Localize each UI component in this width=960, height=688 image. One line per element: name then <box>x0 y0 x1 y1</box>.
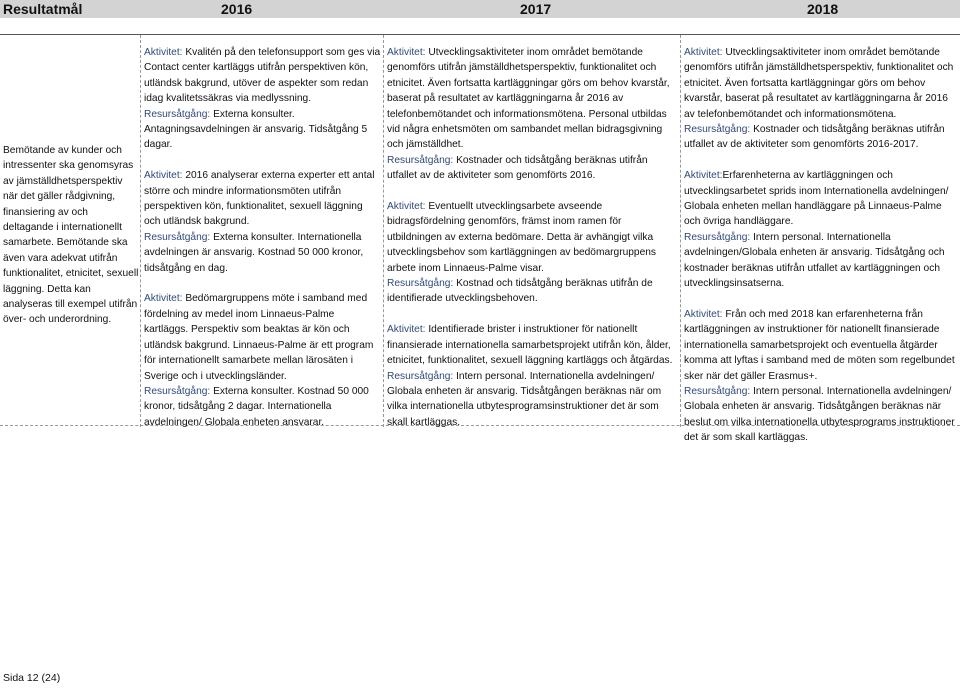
resource-label: Resursåtgång: <box>684 385 751 397</box>
resource-2018-3: Resursåtgång: Intern personal. Internationella avdelningen/ Globala enheten är ansvarig. Tidsåtgången beräknas när beslut om vilka internationella utbytesprograms instruktioner det är som skall kartläggas. <box>684 385 955 444</box>
resource-2018-1: Resursåtgång: Kostnader och tidsåtgång beräknas utifrån utfallet av de aktiviteter som genomförts 2016-2017. <box>684 124 945 151</box>
goal-column <box>0 35 140 427</box>
resource-label: Resursåtgång: <box>144 108 211 120</box>
resource-label: Resursåtgång: <box>144 231 211 243</box>
resource-label: Resursåtgång: <box>144 385 211 397</box>
activity-2016-3: Aktivitet: Bedömargruppens möte i samband med fördelning av medel inom Linnaeus-Palme kartläggs. Perspektiv som beaktas är kön och utländsk bakgrund. Linnaeus-Palme är ett program för internationellt samarbete mellan lärosäten i Sverige och i utvecklingsländer. <box>144 293 374 382</box>
resource-label: Resursåtgång: <box>684 124 751 136</box>
activity-2018-1: Aktivitet: Utvecklingsaktiviteter inom området bemötande genomförs utifrån jämställdhetsperspektiv, funktionalitet och etnicitet. Även fortsatta kartläggningar görs om behov kvarstår, baserat på resultatet av kartläggningarna år 2016 av telefonbemötandet och informationsmötena. <box>684 47 954 120</box>
activity-label: Aktivitet: <box>387 324 426 336</box>
header-resultatmal: Resultatmål <box>3 1 83 17</box>
resource-2016-3: Resursåtgång: Externa konsulter. Kostnad 50 000 kronor, tidsåtgång 2 dagar. Internationella avdelningen/ Globala enheten ansvarar. <box>144 385 369 428</box>
activity-label: Aktivitet: <box>144 47 183 58</box>
activity-2016-2: Aktivitet: 2016 analyserar externa experter ett antal större och mindre informationsmöten utifrån perspektiven kön, funktionalitet, sexuell läggning och utländsk bakgrund. <box>144 170 375 228</box>
activity-label: Aktivitet: <box>387 201 426 213</box>
resource-2017-1: Resursåtgång: Kostnader och tidsåtgång beräknas utifrån utfallet av de aktiviteter som genomförts 2016. <box>387 154 648 182</box>
activity-2018-2: Aktivitet:Erfarenheterna av kartläggningen och utvecklingsarbetet sprids inom Internationella avdelningen/ Globala enheten mellan handläggare på Linnaeus-Palme och övriga handläggare. <box>684 170 949 228</box>
goal-text: Bemötande av kunder och intressenter ska genomsyras av jämställdhetsperspektiv när det gäller rådgivning, finansiering av och deltagande i internationellt samarbete. Bemötande ska även vara adekvat utifrån funktionalitet, etnicitet, sexuell läggning. Detta kan analyseras till exempel utifrån över- och underordning. <box>3 145 139 326</box>
activity-2017-1: Aktivitet: Utvecklingsaktiviteter inom området bemötande genomförs utifrån jämställdhetsperspektiv, funktionalitet och etnicitet. Även fortsatta kartläggningar görs om behov kvarstår, baserat på resultatet av kartläggningarna år 2016 av telefonbemötandet och informationsmötena. Personal utbildas vid några enhetsmöten om sambandet mellan bidragsgivning och jämställdhet. <box>387 47 670 151</box>
activity-label: Aktivitet: <box>684 170 723 182</box>
activity-label: Aktivitet: <box>387 47 426 58</box>
resource-2018-2: Resursåtgång: Intern personal. Internationella avdelningen/Globala enheten är ansvarig. Tidsåtgång och kostnader beräknas utifrån utfallet av kartläggningen och utvecklingsinsatserna. <box>684 231 945 290</box>
page-number: Sida 12 (24) <box>3 672 61 684</box>
activity-label: Aktivitet: <box>144 293 183 305</box>
column-2016 <box>140 35 383 427</box>
activity-2016-1: Aktivitet: Kvalitén på den telefonsupport som ges via Contact center kartläggs utifrån perspektiven kön, utländsk bakgrund, utöver de aspekter som redan idag kvalitetssäkras via medlyssning. <box>144 47 381 105</box>
activity-2017-2: Aktivitet: Eventuellt utvecklingsarbete avseende bidragsfördelning genomförs, främst inom ramen för utbildningen av externa bedömare. Detta är avhängigt vilka utvecklingsbehov som kartläggningen av bedömargruppens arbete inom Linnaeus-Palme visar. <box>387 201 657 274</box>
activity-2018-3: Aktivitet: Från och med 2018 kan erfarenheterna från kartläggningen av instruktioner för nationellt finansierade internationella samarbetsprojekt och eventuella åtgärder komma att lyftas i samband med de möten som regelbundet sker när det gäller Erasmus+. <box>684 308 955 382</box>
resource-2016-1: Resursåtgång: Externa konsulter. Antagningsavdelningen är ansvarig. Tidsåtgång 5 dagar. <box>144 108 368 151</box>
activity-label: Aktivitet: <box>684 308 723 320</box>
resource-label: Resursåtgång: <box>684 231 751 243</box>
column-2017 <box>383 35 680 427</box>
resource-2017-2: Resursåtgång: Kostnad och tidsåtgång beräknas utifrån de identifierade utvecklingsbehoven. <box>387 278 653 305</box>
resource-label: Resursåtgång: <box>387 154 454 166</box>
header-2017: 2017 <box>520 1 552 17</box>
activity-label: Aktivitet: <box>144 170 183 182</box>
activity-label: Aktivitet: <box>684 47 723 58</box>
header-2018: 2018 <box>807 1 839 17</box>
column-2018 <box>680 35 960 444</box>
header-2016: 2016 <box>221 1 253 17</box>
resource-2017-3: Resursåtgång: Intern personal. Internationella avdelningen/ Globala enheten är ansvarig. Tidsåtgången beräknas när om vilka internationella utbytesprogramsinstruktioner det är som skall kartläggas. <box>387 370 662 428</box>
table-header-row <box>0 0 960 18</box>
activity-2017-3: Aktivitet: Identifierade brister i instruktioner för nationellt finansierade internationella samarbetsprojekt utifrån kön, ålder, etnicitet, funktionalitet, sexuell läggning kartläggs och åtgärdas. <box>387 324 673 367</box>
resource-2016-2: Resursåtgång: Externa konsulter. Internationella avdelningen är ansvarig. Kostnad 50 000 kronor, tidsåtgång en dag. <box>144 231 364 274</box>
goals-table <box>0 34 960 444</box>
resource-label: Resursåtgång: <box>387 370 454 382</box>
resource-label: Resursåtgång: <box>387 278 454 290</box>
